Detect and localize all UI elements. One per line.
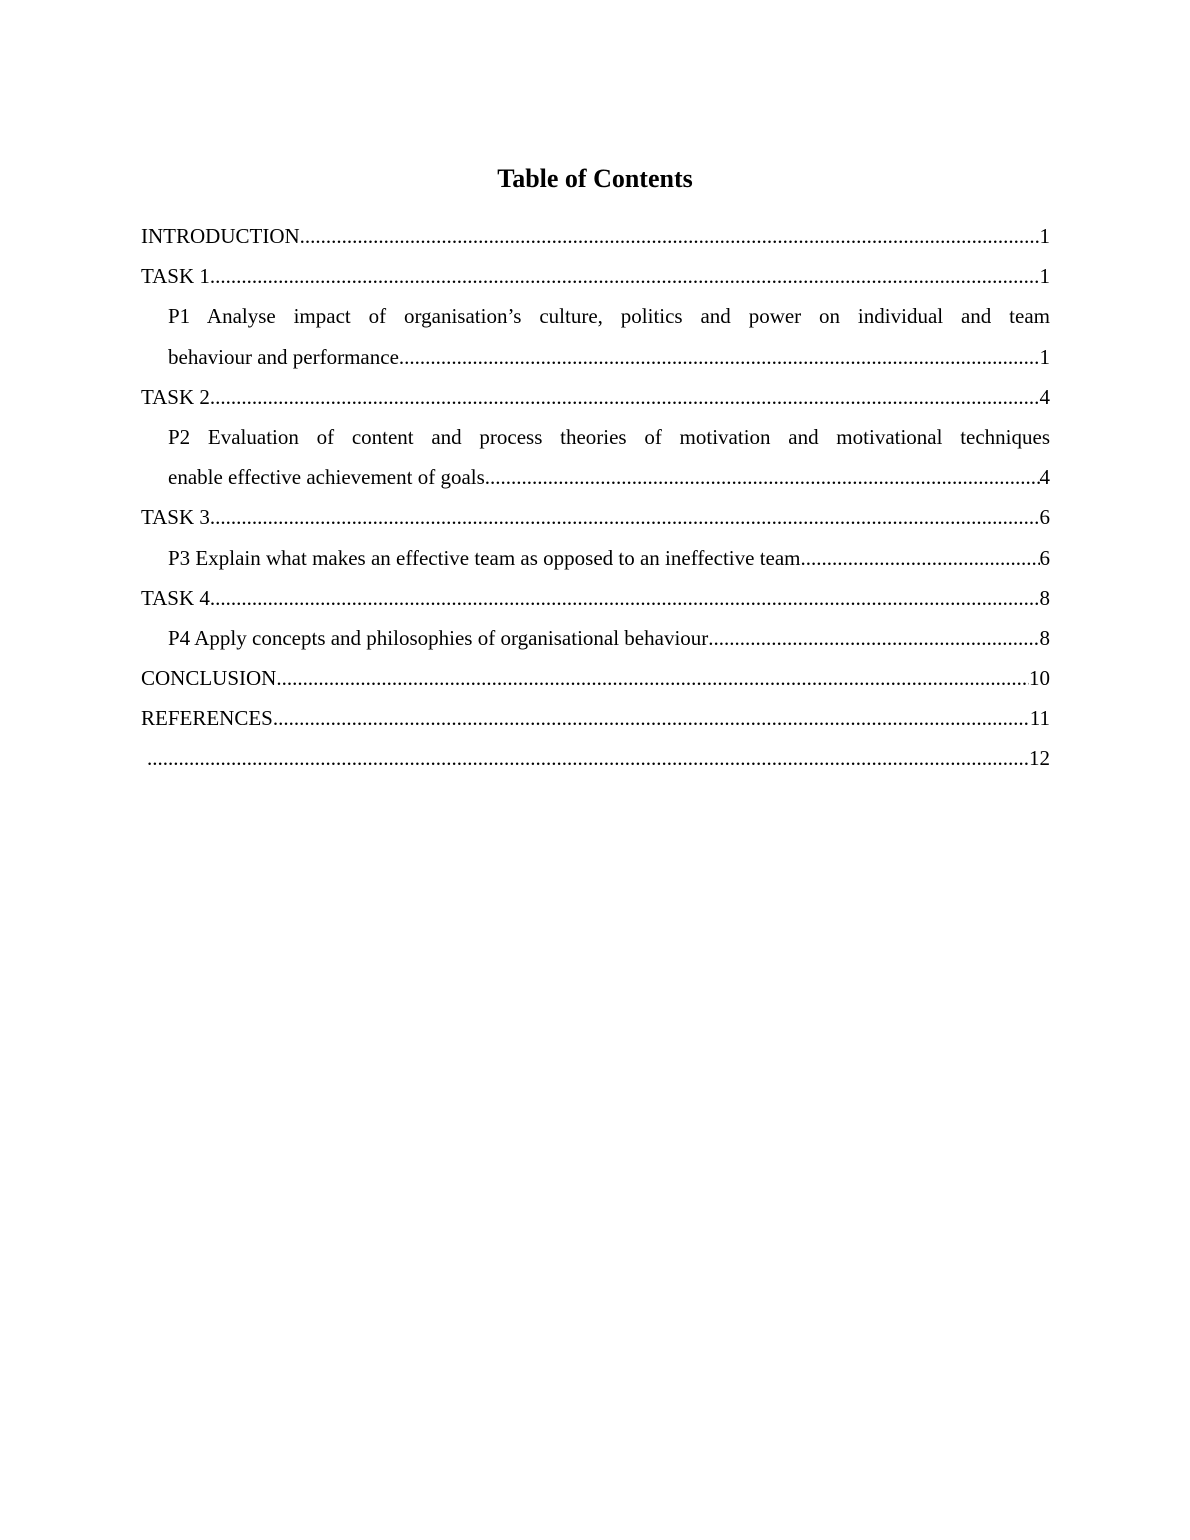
toc-entry-label: TASK 4 <box>141 585 210 610</box>
toc-leader-dots <box>273 698 1030 738</box>
toc-entry-untitled[interactable] <box>141 738 1050 778</box>
toc-leader-dots <box>210 377 1040 417</box>
toc-entry-label-line1: P1 Analyse impact of organisation’s culture, politics and power on individual and team <box>168 304 1050 329</box>
toc-entry-p4[interactable] <box>141 618 1050 658</box>
toc-entry-page: 8 <box>1039 585 1050 610</box>
toc-entry-page: 4 <box>1039 465 1050 490</box>
toc-entry-label: TASK 3 <box>141 505 210 530</box>
toc-leader-dots <box>147 738 1029 778</box>
toc-leader-dots <box>210 256 1040 296</box>
toc-entry-conclusion[interactable] <box>141 658 1050 698</box>
toc-entry-line2 <box>141 457 1050 497</box>
toc-leader-dots <box>300 216 1040 256</box>
toc-entry-page: 10 <box>1029 666 1050 691</box>
toc-leader-dots <box>708 618 1039 658</box>
toc-entry-label-line2: enable effective achievement of goals <box>168 465 485 490</box>
toc-entry-task-3[interactable] <box>141 497 1050 537</box>
toc-entry-label-line2: behaviour and performance <box>168 344 399 369</box>
toc-entry-label: P3 Explain what makes an effective team as opposed to an ineffective team <box>168 545 801 570</box>
toc-leader-dots <box>485 457 1040 497</box>
toc-leader-dots <box>801 538 1040 578</box>
toc-entry-label: REFERENCES <box>141 706 273 731</box>
toc-entry-label: TASK 2 <box>141 384 210 409</box>
toc-entry-page: 4 <box>1039 384 1050 409</box>
toc-entry-task-4[interactable] <box>141 578 1050 618</box>
toc-entry-page: 1 <box>1039 224 1050 248</box>
toc-leader-dots <box>399 337 1040 377</box>
toc-entry-task-1[interactable] <box>141 256 1050 296</box>
toc-entry-label: P4 Apply concepts and philosophies of organisational behaviour <box>168 625 709 650</box>
toc-entry-line2 <box>141 337 1050 377</box>
toc-entry-page: 1 <box>1039 264 1050 289</box>
toc-entry-page: 8 <box>1039 625 1050 650</box>
toc-entry-page: 6 <box>1039 505 1050 530</box>
toc-entry-label: INTRODUCTION <box>141 224 300 248</box>
toc-entry-label: CONCLUSION <box>141 666 277 691</box>
toc-entry-p2[interactable] <box>141 417 1050 497</box>
toc-entry-page: 12 <box>1029 746 1050 771</box>
toc-title: Table of Contents <box>497 164 693 193</box>
toc-entry-references[interactable] <box>141 698 1050 738</box>
toc-entry-page: 6 <box>1039 545 1050 570</box>
toc-leader-dots <box>210 578 1040 618</box>
table-of-contents <box>141 216 1050 779</box>
toc-leader-dots <box>210 497 1040 537</box>
toc-entry-label-line1: P2 Evaluation of content and process theories of motivation and motivational techniques <box>168 424 1050 449</box>
toc-entry-p3[interactable] <box>141 538 1050 578</box>
toc-leader-dots <box>276 658 1029 698</box>
toc-entry-task-2[interactable] <box>141 377 1050 417</box>
toc-entry-p1[interactable] <box>141 296 1050 376</box>
toc-entry-page: 1 <box>1039 344 1050 369</box>
toc-entry-label: TASK 1 <box>141 264 210 289</box>
toc-entry-page: 11 <box>1029 706 1050 731</box>
toc-entry-introduction[interactable] <box>141 216 1050 256</box>
